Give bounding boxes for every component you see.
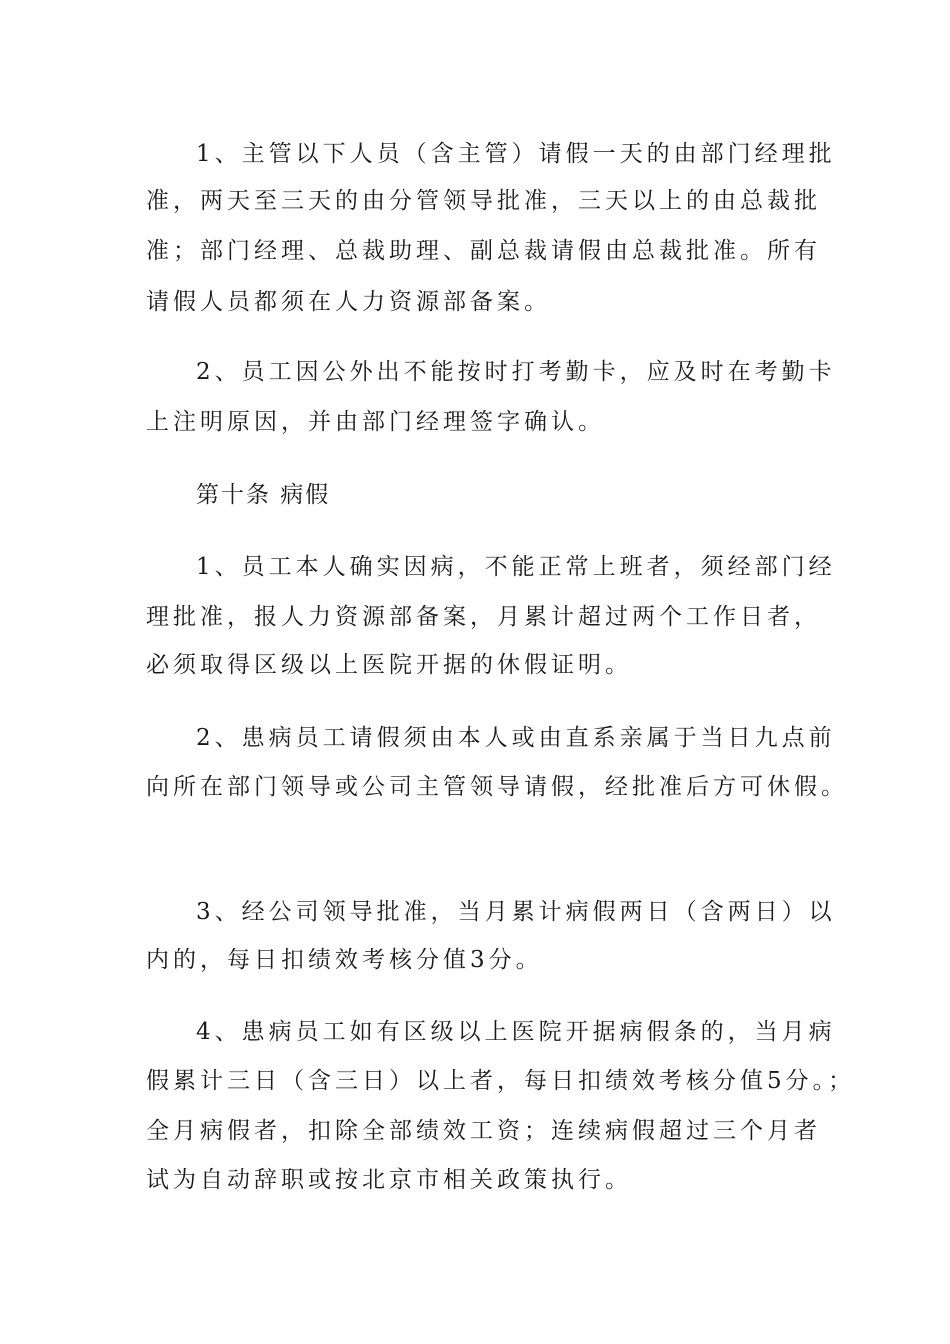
paragraph-line: 理批准，报人力资源部备案，月累计超过两个工作日者， bbox=[146, 604, 821, 630]
paragraph-line: 4、患病员工如有区级以上医院开据病假条的，当月病 bbox=[196, 1019, 836, 1045]
paragraph-line: 3、经公司领导批准，当月累计病假两日（含两日）以 bbox=[196, 899, 836, 925]
paragraph-line: 上注明原因，并由部门经理签字确认。 bbox=[146, 409, 605, 435]
paragraph-line: 请假人员都须在人力资源部备案。 bbox=[146, 289, 551, 315]
paragraph-line: 必须取得区级以上医院开据的休假证明。 bbox=[146, 652, 632, 678]
paragraph-line: 假累计三日（含三日）以上者，每日扣绩效考核分值5分。； bbox=[146, 1068, 856, 1094]
heading-line: 第十条 病假 bbox=[196, 482, 331, 508]
paragraph-line: 准，两天至三天的由分管领导批准，三天以上的由总裁批 bbox=[146, 188, 821, 214]
paragraph-line: 内的，每日扣绩效考核分值3分。 bbox=[146, 947, 543, 973]
paragraph-line: 准；部门经理、总裁助理、副总裁请假由总裁批准。所有 bbox=[146, 238, 821, 264]
paragraph-line: 2、员工因公外出不能按时打考勤卡，应及时在考勤卡 bbox=[196, 359, 836, 385]
paragraph-line: 1、员工本人确实因病，不能正常上班者，须经部门经 bbox=[196, 554, 836, 580]
paragraph-line: 向所在部门领导或公司主管领导请假，经批准后方可休假。 bbox=[146, 774, 848, 800]
paragraph-line: 全月病假者，扣除全部绩效工资；连续病假超过三个月者 bbox=[146, 1118, 821, 1144]
paragraph-line: 2、患病员工请假须由本人或由直系亲属于当日九点前 bbox=[196, 725, 836, 751]
paragraph-line: 试为自动辞职或按北京市相关政策执行。 bbox=[146, 1167, 632, 1193]
paragraph-line: 1、主管以下人员（含主管）请假一天的由部门经理批 bbox=[196, 141, 836, 167]
